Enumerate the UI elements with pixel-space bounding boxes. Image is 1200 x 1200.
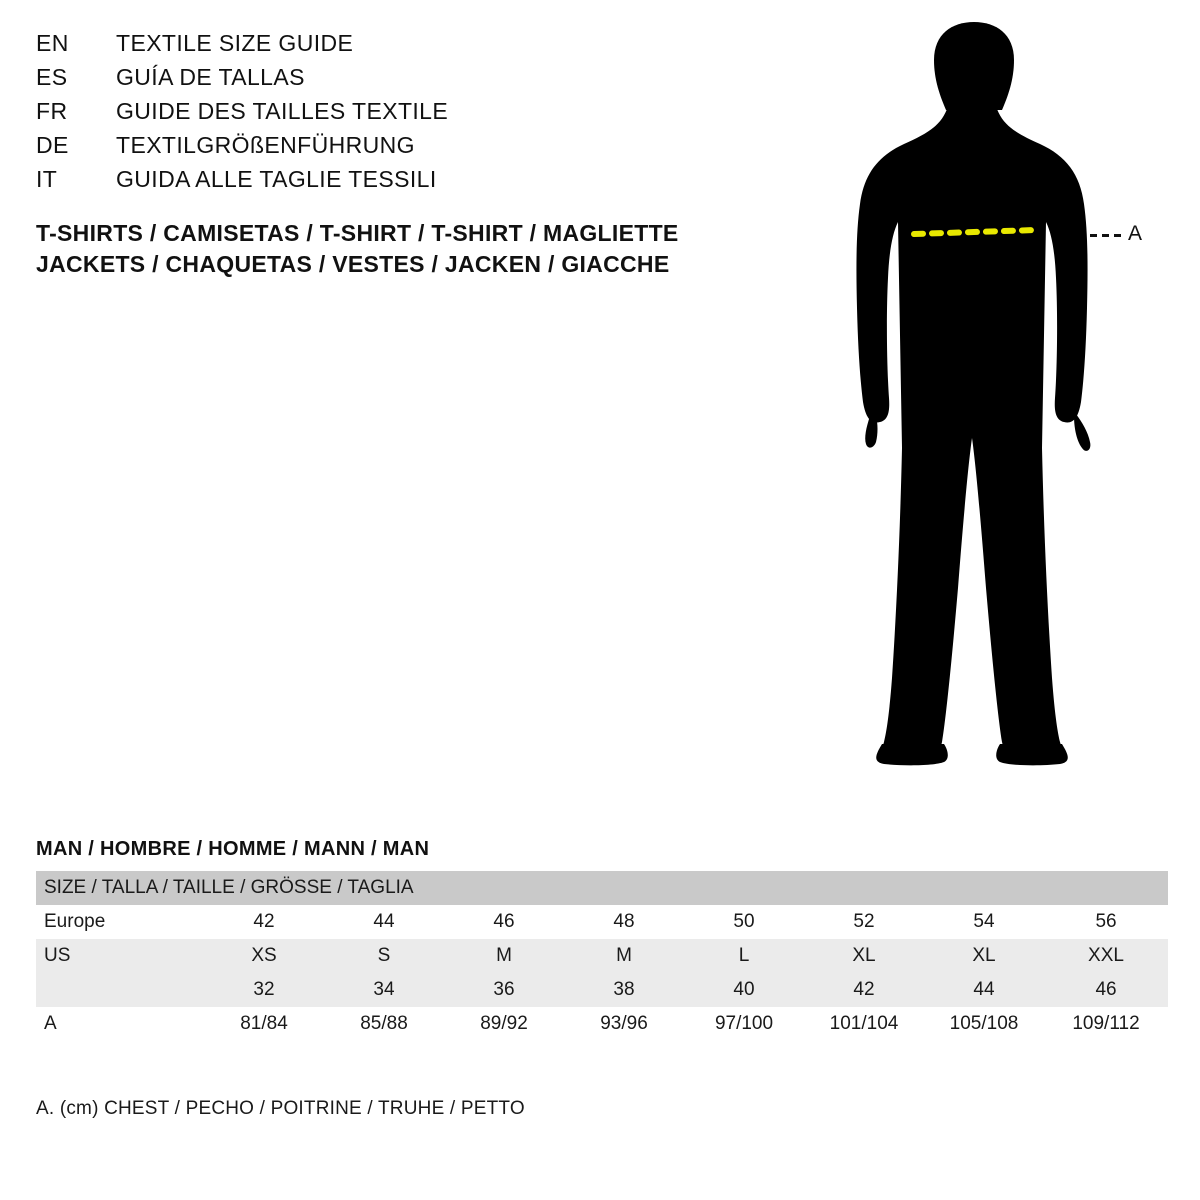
language-row [36,98,756,132]
size-table-section [36,838,1168,1041]
language-code: IT [36,166,58,192]
language-title: TEXTILE SIZE GUIDE [116,30,354,56]
category-tshirts: T-SHIRTS / CAMISETAS / T-SHIRT / T-SHIRT / MAGLIETTE [36,220,679,246]
language-title: TEXTILGRÖßENFÜHRUNG [116,132,415,158]
category-jackets: JACKETS / CHAQUETAS / VESTES / JACKEN / GIACCHE [36,251,670,277]
language-row [36,132,756,166]
row-label: Europe [36,905,204,939]
table-cell: 42 [804,973,924,1007]
language-code: DE [36,132,69,158]
table-cell: 44 [324,905,444,939]
table-cell: 34 [324,973,444,1007]
male-silhouette-figure [830,18,1170,798]
table-cell: 89/92 [444,1007,564,1041]
table-cell: 50 [684,905,804,939]
table-cell: 85/88 [324,1007,444,1041]
row-label: A [36,1007,204,1041]
table-header-label: SIZE / TALLA / TAILLE / GRÖSSE / TAGLIA [36,871,1168,905]
table-cell: 46 [444,905,564,939]
table-cell: 109/112 [1044,1007,1168,1041]
table-group-title: MAN / HOMBRE / HOMME / MANN / MAN [36,838,430,860]
language-row [36,64,756,98]
table-cell: M [564,939,684,973]
table-cell: 93/96 [564,1007,684,1041]
measure-leader-line [1090,234,1122,237]
row-label: US [36,939,204,973]
table-cell: S [324,939,444,973]
language-title: GUIDE DES TAILLES TEXTILE [116,98,449,124]
table-cell: 101/104 [804,1007,924,1041]
language-code: ES [36,64,68,90]
table-row [36,1007,1168,1041]
language-list [36,30,756,200]
table-cell: M [444,939,564,973]
language-row [36,166,756,200]
table-row [36,973,1168,1007]
table-cell: 97/100 [684,1007,804,1041]
table-cell: XS [204,939,324,973]
row-label [36,973,204,1007]
table-cell: 46 [1044,973,1168,1007]
language-code: EN [36,30,69,56]
table-row [36,905,1168,939]
table-cell: XL [924,939,1044,973]
measure-label-a: A [1128,222,1143,245]
language-title: GUÍA DE TALLAS [116,64,305,90]
table-cell: 56 [1044,905,1168,939]
table-cell: 54 [924,905,1044,939]
table-cell: 42 [204,905,324,939]
table-cell: 48 [564,905,684,939]
table-cell: XL [804,939,924,973]
table-header-row [36,871,1168,905]
silhouette-svg [830,18,1170,798]
table-cell: XXL [1044,939,1168,973]
language-code: FR [36,98,68,124]
table-cell: 105/108 [924,1007,1044,1041]
table-cell: 40 [684,973,804,1007]
table-cell: 52 [804,905,924,939]
table-cell: 44 [924,973,1044,1007]
language-title: GUIDA ALLE TAGLIE TESSILI [116,166,437,192]
table-cell: L [684,939,804,973]
table-row [36,939,1168,973]
category-headings [36,218,796,280]
table-cell: 32 [204,973,324,1007]
language-row [36,30,756,64]
size-table [36,871,1168,1041]
chest-footnote: A. (cm) CHEST / PECHO / POITRINE / TRUHE / PETTO [36,1098,525,1119]
table-cell: 38 [564,973,684,1007]
table-cell: 81/84 [204,1007,324,1041]
table-cell: 36 [444,973,564,1007]
